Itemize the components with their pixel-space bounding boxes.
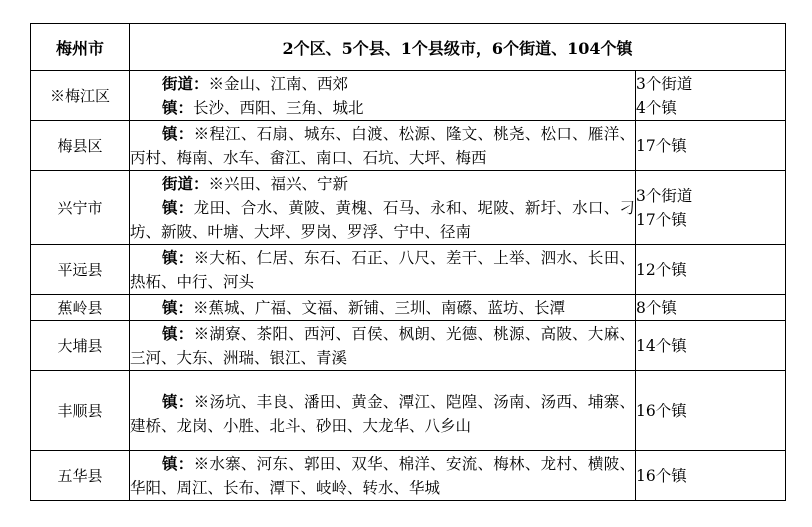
table-row: [31, 451, 786, 501]
detail-line: [130, 196, 635, 244]
district-name: ※梅江区: [31, 71, 130, 121]
detail-line: [130, 452, 635, 500]
detail-line: [130, 96, 635, 120]
detail-label: 镇：: [162, 453, 194, 473]
district-count: [636, 245, 786, 295]
detail-label: 镇：: [162, 247, 194, 267]
table-header-row: [31, 24, 786, 71]
detail-text: 龙田、合水、黄陂、黄槐、石马、永和、坭陂、新圩、水口、刁坊、新陂、叶塘、大坪、罗岗、罗浮、宁中、径南: [130, 198, 635, 241]
detail-label: 镇：: [162, 391, 194, 411]
table-row: [31, 371, 786, 451]
count-line: 17个镇: [636, 136, 687, 155]
detail-text: ※湖寮、茶阳、西河、百侯、枫朗、光德、桃源、高陂、大麻、三河、大东、洲瑞、银江、青溪: [130, 324, 635, 367]
count-line: 17个镇: [636, 210, 687, 229]
detail-line: [130, 72, 635, 96]
district-name: 梅县区: [31, 121, 130, 171]
table-row: [31, 71, 786, 121]
district-detail: [130, 371, 636, 451]
detail-line: [130, 322, 635, 370]
district-detail: [130, 171, 636, 245]
district-name: 蕉岭县: [31, 295, 130, 321]
detail-label: 镇：: [162, 197, 194, 217]
district-detail: [130, 71, 636, 121]
district-count: [636, 451, 786, 501]
district-name: 五华县: [31, 451, 130, 501]
count-line: 3个街道: [636, 74, 693, 93]
detail-text: ※程江、石扇、城东、白渡、松源、隆文、桃尧、松口、雁洋、丙村、梅南、水车、畲江、南口、石坑、大坪、梅西: [130, 124, 635, 167]
district-detail: [130, 121, 636, 171]
detail-label: 镇：: [162, 97, 194, 117]
detail-line: [130, 390, 635, 438]
detail-text: ※汤坑、丰良、潘田、黄金、潭江、𬮿隍、汤南、汤西、埔寨、建桥、龙岗、小胜、北斗、砂田、大龙华、八乡山: [130, 392, 635, 435]
admin-division-table: [30, 23, 786, 501]
district-name: 兴宁市: [31, 171, 130, 245]
detail-label: 镇：: [162, 123, 194, 143]
district-detail: [130, 451, 636, 501]
district-count: [636, 321, 786, 371]
detail-text: 长沙、西阳、三角、城北: [193, 98, 364, 117]
detail-label: 街道：: [162, 73, 209, 93]
district-detail: [130, 245, 636, 295]
count-line: 16个镇: [636, 466, 687, 485]
table-row: [31, 321, 786, 371]
district-name: 平远县: [31, 245, 130, 295]
count-line: 4个镇: [636, 98, 677, 117]
table-body: [31, 71, 786, 501]
table-row: [31, 121, 786, 171]
district-detail: [130, 295, 636, 321]
table-row: [31, 171, 786, 245]
header-city: 梅州市: [31, 24, 130, 71]
district-count: [636, 71, 786, 121]
detail-label: 镇：: [162, 297, 194, 317]
detail-label: 镇：: [162, 323, 194, 343]
detail-text: ※水寨、河东、郭田、双华、棉洋、安流、梅林、龙村、横陂、华阳、周江、长布、潭下、岐岭、转水、华城: [130, 454, 635, 497]
district-count: [636, 171, 786, 245]
detail-label: 街道：: [162, 173, 209, 193]
header-summary: 2个区、5个县、1个县级市，6个街道、104个镇: [130, 24, 786, 71]
detail-line: [130, 246, 635, 294]
count-line: 8个镇: [636, 298, 677, 317]
district-name: 大埔县: [31, 321, 130, 371]
district-count: [636, 121, 786, 171]
district-count: [636, 295, 786, 321]
district-detail: [130, 321, 636, 371]
detail-text: ※兴田、福兴、宁新: [208, 174, 349, 193]
detail-line: [130, 172, 635, 196]
district-name: 丰顺县: [31, 371, 130, 451]
count-line: 16个镇: [636, 401, 687, 420]
district-count: [636, 371, 786, 451]
table-row: [31, 245, 786, 295]
count-line: 14个镇: [636, 336, 687, 355]
detail-text: ※金山、江南、西郊: [208, 74, 349, 93]
table-row: [31, 295, 786, 321]
detail-line: [130, 122, 635, 170]
count-line: 12个镇: [636, 260, 687, 279]
detail-text: ※蕉城、广福、文福、新铺、三圳、南礤、蓝坊、长潭: [193, 298, 566, 317]
detail-text: ※大柘、仁居、东石、石正、八尺、差干、上举、泗水、长田、热柘、中行、河头: [130, 248, 635, 291]
count-line: 3个街道: [636, 186, 693, 205]
detail-line: [130, 296, 635, 320]
